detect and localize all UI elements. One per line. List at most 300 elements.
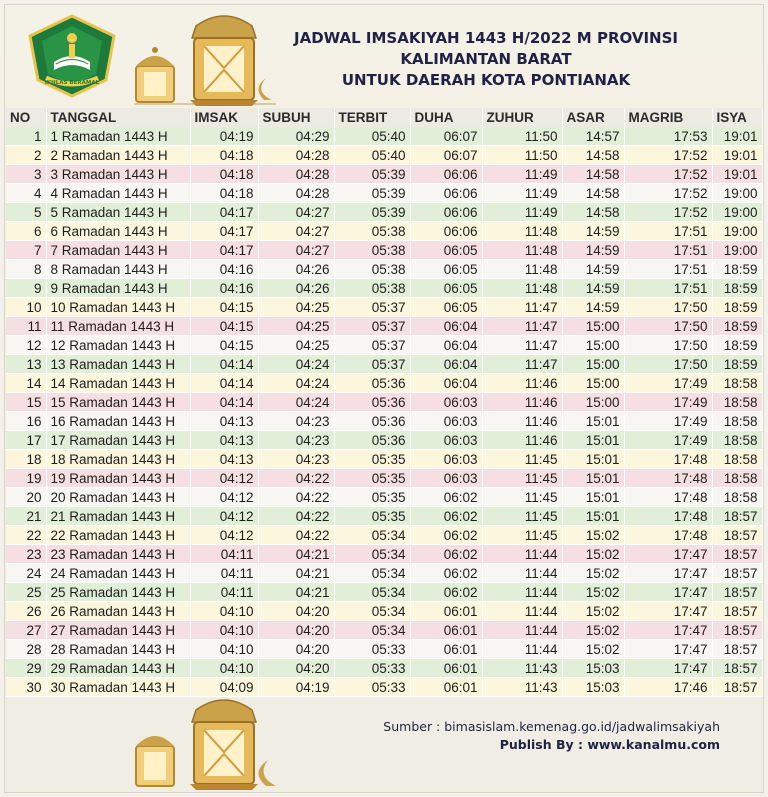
cell-magrib: 17:48 <box>624 488 712 507</box>
cell-imsak: 04:17 <box>190 222 258 241</box>
cell-tanggal: 10 Ramadan 1443 H <box>46 298 190 317</box>
cell-no: 6 <box>6 222 46 241</box>
cell-duha: 06:01 <box>410 659 482 678</box>
cell-no: 11 <box>6 317 46 336</box>
cell-subuh: 04:23 <box>258 412 334 431</box>
cell-duha: 06:06 <box>410 203 482 222</box>
cell-subuh: 04:22 <box>258 526 334 545</box>
cell-duha: 06:06 <box>410 165 482 184</box>
cell-magrib: 17:49 <box>624 412 712 431</box>
cell-asar: 15:01 <box>562 431 624 450</box>
cell-zuhur: 11:44 <box>482 564 562 583</box>
cell-asar: 14:58 <box>562 146 624 165</box>
cell-no: 30 <box>6 678 46 697</box>
cell-zuhur: 11:45 <box>482 469 562 488</box>
table-row <box>6 507 762 526</box>
cell-asar: 14:57 <box>562 127 624 146</box>
cell-subuh: 04:21 <box>258 545 334 564</box>
cell-magrib: 17:47 <box>624 583 712 602</box>
cell-magrib: 17:47 <box>624 621 712 640</box>
cell-isya: 18:57 <box>712 640 762 659</box>
cell-imsak: 04:14 <box>190 374 258 393</box>
table-row <box>6 165 762 184</box>
cell-zuhur: 11:44 <box>482 602 562 621</box>
cell-tanggal: 6 Ramadan 1443 H <box>46 222 190 241</box>
cell-zuhur: 11:48 <box>482 241 562 260</box>
cell-magrib: 17:47 <box>624 659 712 678</box>
cell-no: 22 <box>6 526 46 545</box>
cell-imsak: 04:18 <box>190 146 258 165</box>
cell-tanggal: 29 Ramadan 1443 H <box>46 659 190 678</box>
cell-asar: 15:03 <box>562 678 624 697</box>
cell-terbit: 05:36 <box>334 431 410 450</box>
column-header-asar: ASAR <box>562 108 624 127</box>
cell-terbit: 05:37 <box>334 317 410 336</box>
cell-terbit: 05:40 <box>334 127 410 146</box>
cell-subuh: 04:27 <box>258 222 334 241</box>
cell-asar: 14:59 <box>562 279 624 298</box>
cell-no: 19 <box>6 469 46 488</box>
cell-imsak: 04:18 <box>190 165 258 184</box>
cell-magrib: 17:49 <box>624 374 712 393</box>
cell-tanggal: 30 Ramadan 1443 H <box>46 678 190 697</box>
table-row <box>6 374 762 393</box>
cell-magrib: 17:52 <box>624 184 712 203</box>
cell-duha: 06:07 <box>410 146 482 165</box>
kemenag-logo <box>22 14 122 98</box>
cell-no: 14 <box>6 374 46 393</box>
cell-zuhur: 11:44 <box>482 621 562 640</box>
cell-imsak: 04:09 <box>190 678 258 697</box>
cell-zuhur: 11:43 <box>482 659 562 678</box>
cell-zuhur: 11:50 <box>482 127 562 146</box>
cell-imsak: 04:13 <box>190 450 258 469</box>
cell-magrib: 17:48 <box>624 469 712 488</box>
cell-terbit: 05:34 <box>334 583 410 602</box>
cell-duha: 06:05 <box>410 260 482 279</box>
cell-duha: 06:01 <box>410 602 482 621</box>
cell-terbit: 05:36 <box>334 412 410 431</box>
cell-asar: 14:58 <box>562 165 624 184</box>
cell-imsak: 04:12 <box>190 526 258 545</box>
cell-magrib: 17:47 <box>624 602 712 621</box>
cell-zuhur: 11:43 <box>482 678 562 697</box>
table-row <box>6 583 762 602</box>
cell-asar: 15:00 <box>562 374 624 393</box>
column-header-subuh: SUBUH <box>258 108 334 127</box>
cell-duha: 06:07 <box>410 127 482 146</box>
table-row <box>6 621 762 640</box>
cell-asar: 15:00 <box>562 355 624 374</box>
cell-imsak: 04:13 <box>190 412 258 431</box>
cell-asar: 15:02 <box>562 602 624 621</box>
column-header-magrib: MAGRIB <box>624 108 712 127</box>
cell-no: 1 <box>6 127 46 146</box>
cell-tanggal: 19 Ramadan 1443 H <box>46 469 190 488</box>
cell-duha: 06:03 <box>410 393 482 412</box>
cell-duha: 06:01 <box>410 621 482 640</box>
table-row <box>6 317 762 336</box>
cell-duha: 06:01 <box>410 640 482 659</box>
title-line-3: UNTUK DAERAH KOTA PONTIANAK <box>341 71 631 89</box>
cell-asar: 15:01 <box>562 488 624 507</box>
cell-tanggal: 9 Ramadan 1443 H <box>46 279 190 298</box>
cell-terbit: 05:37 <box>334 355 410 374</box>
cell-subuh: 04:24 <box>258 374 334 393</box>
column-header-zuhur: ZUHUR <box>482 108 562 127</box>
cell-asar: 14:59 <box>562 241 624 260</box>
cell-isya: 18:59 <box>712 355 762 374</box>
cell-zuhur: 11:45 <box>482 488 562 507</box>
cell-isya: 18:58 <box>712 393 762 412</box>
cell-asar: 15:01 <box>562 469 624 488</box>
cell-zuhur: 11:48 <box>482 279 562 298</box>
column-header-isya: ISYA <box>712 108 762 127</box>
cell-terbit: 05:34 <box>334 621 410 640</box>
cell-magrib: 17:49 <box>624 431 712 450</box>
cell-asar: 15:01 <box>562 450 624 469</box>
cell-tanggal: 25 Ramadan 1443 H <box>46 583 190 602</box>
cell-duha: 06:02 <box>410 507 482 526</box>
table-row <box>6 184 762 203</box>
cell-duha: 06:05 <box>410 298 482 317</box>
cell-zuhur: 11:46 <box>482 393 562 412</box>
cell-no: 18 <box>6 450 46 469</box>
table-row <box>6 659 762 678</box>
cell-no: 8 <box>6 260 46 279</box>
cell-magrib: 17:50 <box>624 355 712 374</box>
cell-no: 25 <box>6 583 46 602</box>
cell-terbit: 05:33 <box>334 659 410 678</box>
cell-tanggal: 4 Ramadan 1443 H <box>46 184 190 203</box>
cell-isya: 18:57 <box>712 526 762 545</box>
table-row <box>6 298 762 317</box>
cell-no: 27 <box>6 621 46 640</box>
cell-zuhur: 11:47 <box>482 355 562 374</box>
cell-zuhur: 11:45 <box>482 507 562 526</box>
cell-imsak: 04:14 <box>190 355 258 374</box>
cell-zuhur: 11:48 <box>482 260 562 279</box>
schedule-page <box>4 4 764 793</box>
cell-asar: 14:58 <box>562 184 624 203</box>
cell-isya: 19:00 <box>712 222 762 241</box>
cell-imsak: 04:11 <box>190 545 258 564</box>
page-title <box>276 28 696 91</box>
cell-subuh: 04:24 <box>258 393 334 412</box>
header <box>4 4 764 104</box>
cell-terbit: 05:34 <box>334 564 410 583</box>
cell-isya: 18:58 <box>712 412 762 431</box>
lantern-decoration-bottom <box>126 696 276 793</box>
table-row <box>6 469 762 488</box>
cell-subuh: 04:22 <box>258 488 334 507</box>
cell-tanggal: 18 Ramadan 1443 H <box>46 450 190 469</box>
cell-magrib: 17:48 <box>624 450 712 469</box>
cell-subuh: 04:20 <box>258 602 334 621</box>
cell-duha: 06:04 <box>410 317 482 336</box>
cell-asar: 15:02 <box>562 621 624 640</box>
cell-no: 29 <box>6 659 46 678</box>
cell-tanggal: 17 Ramadan 1443 H <box>46 431 190 450</box>
cell-duha: 06:01 <box>410 678 482 697</box>
cell-no: 3 <box>6 165 46 184</box>
column-header-no: NO <box>6 108 46 127</box>
cell-isya: 18:57 <box>712 659 762 678</box>
cell-subuh: 04:27 <box>258 203 334 222</box>
cell-subuh: 04:23 <box>258 450 334 469</box>
cell-imsak: 04:11 <box>190 583 258 602</box>
title-line-2: KALIMANTAN BARAT <box>400 50 572 68</box>
cell-no: 26 <box>6 602 46 621</box>
cell-zuhur: 11:44 <box>482 640 562 659</box>
cell-imsak: 04:12 <box>190 488 258 507</box>
cell-asar: 15:00 <box>562 336 624 355</box>
cell-magrib: 17:51 <box>624 279 712 298</box>
cell-zuhur: 11:44 <box>482 583 562 602</box>
cell-duha: 06:02 <box>410 526 482 545</box>
cell-terbit: 05:35 <box>334 469 410 488</box>
cell-imsak: 04:17 <box>190 203 258 222</box>
cell-zuhur: 11:45 <box>482 450 562 469</box>
cell-imsak: 04:10 <box>190 621 258 640</box>
cell-magrib: 17:49 <box>624 393 712 412</box>
cell-tanggal: 12 Ramadan 1443 H <box>46 336 190 355</box>
cell-imsak: 04:15 <box>190 317 258 336</box>
cell-no: 12 <box>6 336 46 355</box>
cell-zuhur: 11:46 <box>482 431 562 450</box>
cell-no: 10 <box>6 298 46 317</box>
cell-magrib: 17:51 <box>624 260 712 279</box>
title-line-1: JADWAL IMSAKIYAH 1443 H/2022 M PROVINSI <box>294 29 678 47</box>
cell-duha: 06:06 <box>410 184 482 203</box>
cell-tanggal: 1 Ramadan 1443 H <box>46 127 190 146</box>
cell-terbit: 05:37 <box>334 298 410 317</box>
cell-terbit: 05:35 <box>334 488 410 507</box>
cell-no: 9 <box>6 279 46 298</box>
table-row <box>6 127 762 146</box>
cell-duha: 06:04 <box>410 355 482 374</box>
cell-subuh: 04:26 <box>258 260 334 279</box>
cell-imsak: 04:16 <box>190 279 258 298</box>
cell-imsak: 04:16 <box>190 260 258 279</box>
cell-terbit: 05:39 <box>334 184 410 203</box>
table-row <box>6 260 762 279</box>
cell-imsak: 04:10 <box>190 659 258 678</box>
table-row <box>6 602 762 621</box>
cell-magrib: 17:47 <box>624 545 712 564</box>
cell-zuhur: 11:47 <box>482 336 562 355</box>
table-row <box>6 203 762 222</box>
cell-asar: 15:00 <box>562 317 624 336</box>
cell-terbit: 05:35 <box>334 507 410 526</box>
cell-tanggal: 24 Ramadan 1443 H <box>46 564 190 583</box>
cell-no: 20 <box>6 488 46 507</box>
cell-isya: 18:59 <box>712 260 762 279</box>
column-header-tanggal: TANGGAL <box>46 108 190 127</box>
cell-tanggal: 27 Ramadan 1443 H <box>46 621 190 640</box>
cell-duha: 06:05 <box>410 279 482 298</box>
cell-isya: 19:01 <box>712 146 762 165</box>
cell-subuh: 04:20 <box>258 640 334 659</box>
cell-duha: 06:02 <box>410 488 482 507</box>
cell-subuh: 04:28 <box>258 165 334 184</box>
cell-imsak: 04:19 <box>190 127 258 146</box>
cell-no: 28 <box>6 640 46 659</box>
cell-isya: 18:57 <box>712 621 762 640</box>
column-header-duha: DUHA <box>410 108 482 127</box>
cell-isya: 18:57 <box>712 678 762 697</box>
cell-zuhur: 11:47 <box>482 298 562 317</box>
cell-terbit: 05:38 <box>334 222 410 241</box>
cell-no: 2 <box>6 146 46 165</box>
cell-imsak: 04:14 <box>190 393 258 412</box>
cell-asar: 15:01 <box>562 507 624 526</box>
cell-tanggal: 13 Ramadan 1443 H <box>46 355 190 374</box>
table-row <box>6 355 762 374</box>
table-body <box>6 127 762 697</box>
cell-zuhur: 11:44 <box>482 545 562 564</box>
source-credits <box>383 718 720 754</box>
cell-asar: 14:59 <box>562 260 624 279</box>
cell-terbit: 05:34 <box>334 545 410 564</box>
cell-subuh: 04:23 <box>258 431 334 450</box>
table-row <box>6 241 762 260</box>
cell-magrib: 17:47 <box>624 640 712 659</box>
cell-tanggal: 2 Ramadan 1443 H <box>46 146 190 165</box>
cell-no: 16 <box>6 412 46 431</box>
cell-imsak: 04:13 <box>190 431 258 450</box>
cell-isya: 18:58 <box>712 431 762 450</box>
footer <box>4 696 764 793</box>
table-row <box>6 336 762 355</box>
cell-isya: 18:57 <box>712 564 762 583</box>
cell-duha: 06:03 <box>410 412 482 431</box>
cell-magrib: 17:53 <box>624 127 712 146</box>
cell-isya: 18:57 <box>712 602 762 621</box>
cell-tanggal: 23 Ramadan 1443 H <box>46 545 190 564</box>
table-row <box>6 412 762 431</box>
source-text: Sumber : bimasislam.kemenag.go.id/jadwalimsakiyah <box>383 719 720 734</box>
cell-asar: 15:02 <box>562 640 624 659</box>
cell-tanggal: 11 Ramadan 1443 H <box>46 317 190 336</box>
cell-subuh: 04:20 <box>258 621 334 640</box>
cell-subuh: 04:22 <box>258 469 334 488</box>
cell-tanggal: 28 Ramadan 1443 H <box>46 640 190 659</box>
cell-asar: 15:00 <box>562 393 624 412</box>
cell-tanggal: 8 Ramadan 1443 H <box>46 260 190 279</box>
cell-isya: 18:58 <box>712 488 762 507</box>
cell-subuh: 04:28 <box>258 146 334 165</box>
cell-duha: 06:02 <box>410 545 482 564</box>
cell-tanggal: 7 Ramadan 1443 H <box>46 241 190 260</box>
cell-magrib: 17:46 <box>624 678 712 697</box>
cell-isya: 19:00 <box>712 203 762 222</box>
cell-terbit: 05:34 <box>334 526 410 545</box>
cell-magrib: 17:52 <box>624 203 712 222</box>
cell-magrib: 17:48 <box>624 507 712 526</box>
cell-magrib: 17:48 <box>624 526 712 545</box>
cell-tanggal: 22 Ramadan 1443 H <box>46 526 190 545</box>
cell-subuh: 04:25 <box>258 336 334 355</box>
cell-zuhur: 11:49 <box>482 165 562 184</box>
cell-zuhur: 11:48 <box>482 222 562 241</box>
cell-subuh: 04:22 <box>258 507 334 526</box>
cell-subuh: 04:28 <box>258 184 334 203</box>
cell-zuhur: 11:45 <box>482 526 562 545</box>
cell-magrib: 17:47 <box>624 564 712 583</box>
cell-duha: 06:02 <box>410 564 482 583</box>
cell-terbit: 05:34 <box>334 602 410 621</box>
cell-terbit: 05:36 <box>334 393 410 412</box>
cell-duha: 06:03 <box>410 450 482 469</box>
cell-no: 23 <box>6 545 46 564</box>
cell-duha: 06:03 <box>410 469 482 488</box>
cell-asar: 15:03 <box>562 659 624 678</box>
cell-tanggal: 26 Ramadan 1443 H <box>46 602 190 621</box>
cell-isya: 18:58 <box>712 469 762 488</box>
cell-subuh: 04:20 <box>258 659 334 678</box>
cell-isya: 18:59 <box>712 317 762 336</box>
cell-magrib: 17:51 <box>624 222 712 241</box>
column-header-imsak: IMSAK <box>190 108 258 127</box>
cell-isya: 18:58 <box>712 374 762 393</box>
cell-tanggal: 15 Ramadan 1443 H <box>46 393 190 412</box>
cell-duha: 06:02 <box>410 583 482 602</box>
cell-tanggal: 5 Ramadan 1443 H <box>46 203 190 222</box>
publish-text: Publish By : www.kanalmu.com <box>499 737 720 752</box>
cell-magrib: 17:52 <box>624 146 712 165</box>
table-row <box>6 488 762 507</box>
cell-tanggal: 16 Ramadan 1443 H <box>46 412 190 431</box>
table-row <box>6 146 762 165</box>
cell-isya: 19:01 <box>712 127 762 146</box>
lantern-decoration-top <box>126 8 276 108</box>
cell-asar: 14:59 <box>562 298 624 317</box>
cell-subuh: 04:21 <box>258 583 334 602</box>
cell-duha: 06:04 <box>410 374 482 393</box>
cell-terbit: 05:38 <box>334 260 410 279</box>
cell-asar: 15:02 <box>562 564 624 583</box>
cell-terbit: 05:36 <box>334 374 410 393</box>
cell-terbit: 05:40 <box>334 146 410 165</box>
cell-imsak: 04:17 <box>190 241 258 260</box>
cell-subuh: 04:21 <box>258 564 334 583</box>
cell-subuh: 04:19 <box>258 678 334 697</box>
cell-terbit: 05:35 <box>334 450 410 469</box>
cell-magrib: 17:50 <box>624 298 712 317</box>
cell-isya: 19:00 <box>712 184 762 203</box>
cell-subuh: 04:26 <box>258 279 334 298</box>
cell-no: 5 <box>6 203 46 222</box>
cell-terbit: 05:33 <box>334 640 410 659</box>
cell-terbit: 05:39 <box>334 203 410 222</box>
cell-subuh: 04:29 <box>258 127 334 146</box>
table-row <box>6 545 762 564</box>
cell-magrib: 17:50 <box>624 336 712 355</box>
cell-isya: 18:59 <box>712 336 762 355</box>
table-row <box>6 526 762 545</box>
cell-zuhur: 11:46 <box>482 374 562 393</box>
cell-imsak: 04:18 <box>190 184 258 203</box>
cell-imsak: 04:11 <box>190 564 258 583</box>
cell-isya: 18:59 <box>712 298 762 317</box>
cell-isya: 18:59 <box>712 279 762 298</box>
cell-zuhur: 11:50 <box>482 146 562 165</box>
cell-isya: 18:58 <box>712 450 762 469</box>
cell-no: 4 <box>6 184 46 203</box>
table-row <box>6 678 762 697</box>
cell-terbit: 05:38 <box>334 279 410 298</box>
